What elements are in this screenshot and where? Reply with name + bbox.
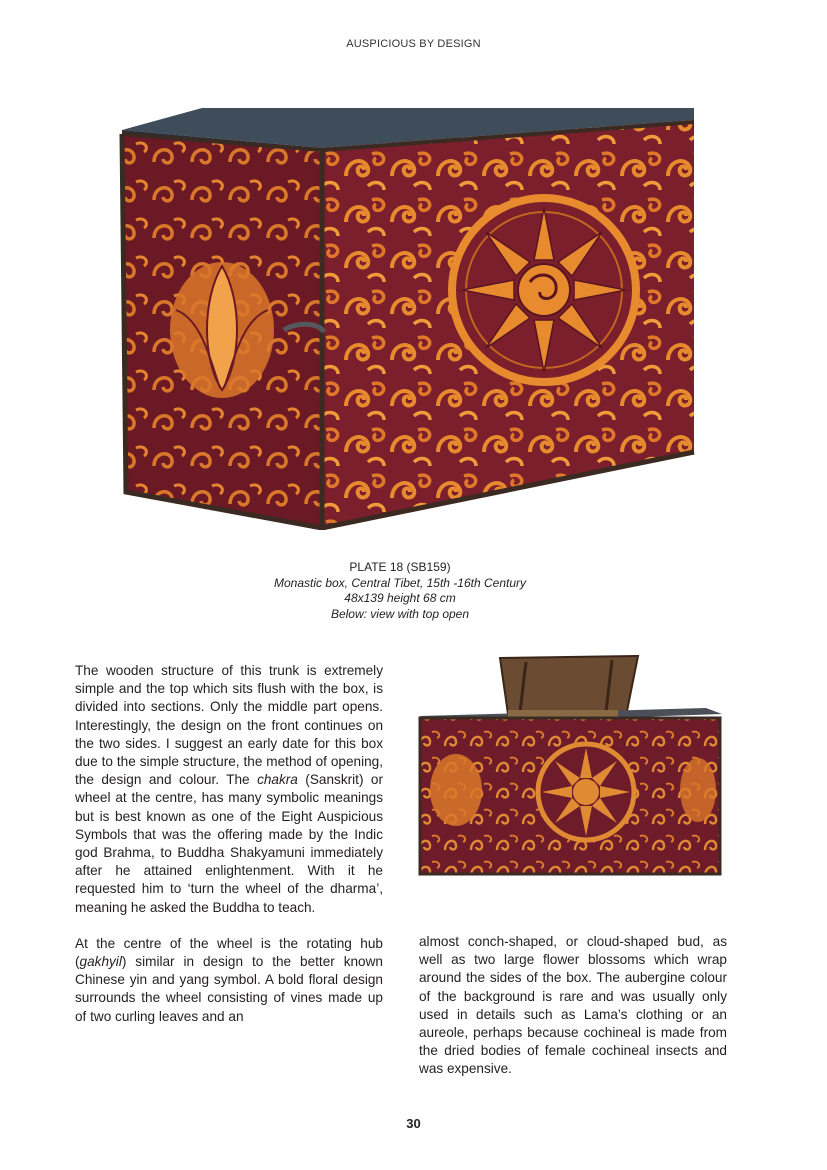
plate-title: Monastic box, Central Tibet, 15th -16th Century xyxy=(273,575,527,590)
body-paragraph-2: At the centre of the wheel is the rotating hub (gakhyil) similar in design to the better known Chinese yin and yang symbol. A bold floral design surrounds the wheel consisting of vines made up of two curling leaves and an xyxy=(75,935,383,1024)
monastic-box-photo xyxy=(112,100,702,530)
running-head: AUSPICIOUS BY DESIGN xyxy=(346,38,481,50)
page-number: 30 xyxy=(406,1116,421,1131)
term-chakra: chakra xyxy=(257,772,298,788)
plate-number: PLATE 18 (SB159) xyxy=(349,560,451,574)
body-column-right xyxy=(419,933,727,1079)
open-box-photo xyxy=(416,650,726,880)
plate-dimensions: 48x139 height 68 cm xyxy=(344,591,456,605)
body-paragraph-3: almost conch-shaped, or cloud-shaped bud, as well as two large flower blossoms which wrap around the sides of the box. The aubergine colour of the background is rare and was usually only used in details such as Lama’s clothing or an aureole, perhaps because cochineal is made from the dried bodies of female cochineal insects and was expensive. xyxy=(419,934,727,1077)
body-column-left xyxy=(75,662,383,1026)
plate-note: Below: view with top open xyxy=(330,606,470,621)
plate-caption xyxy=(200,560,600,622)
body-paragraph-1: The wooden structure of this trunk is extremely simple and the top which sits flush with the box, is divided into sections. Only the middle part opens. Interestingly, the design on the front continues on the two sides. I suggest an early date for this box due to the simple structure, the method of opening, the design and colour. The chakra (Sanskrit) or wheel at the centre, has many symbolic meanings but is best known as one of the Eight Auspicious Symbols that was the offering made by the Indic god Brahma, to Buddha Shakyamuni immediately after he attained enlightenment. With it he requested him to ‘turn the wheel of the dharma’, meaning he asked the Buddha to teach. xyxy=(75,663,383,915)
term-gakhyil: gakhyil xyxy=(79,954,122,970)
